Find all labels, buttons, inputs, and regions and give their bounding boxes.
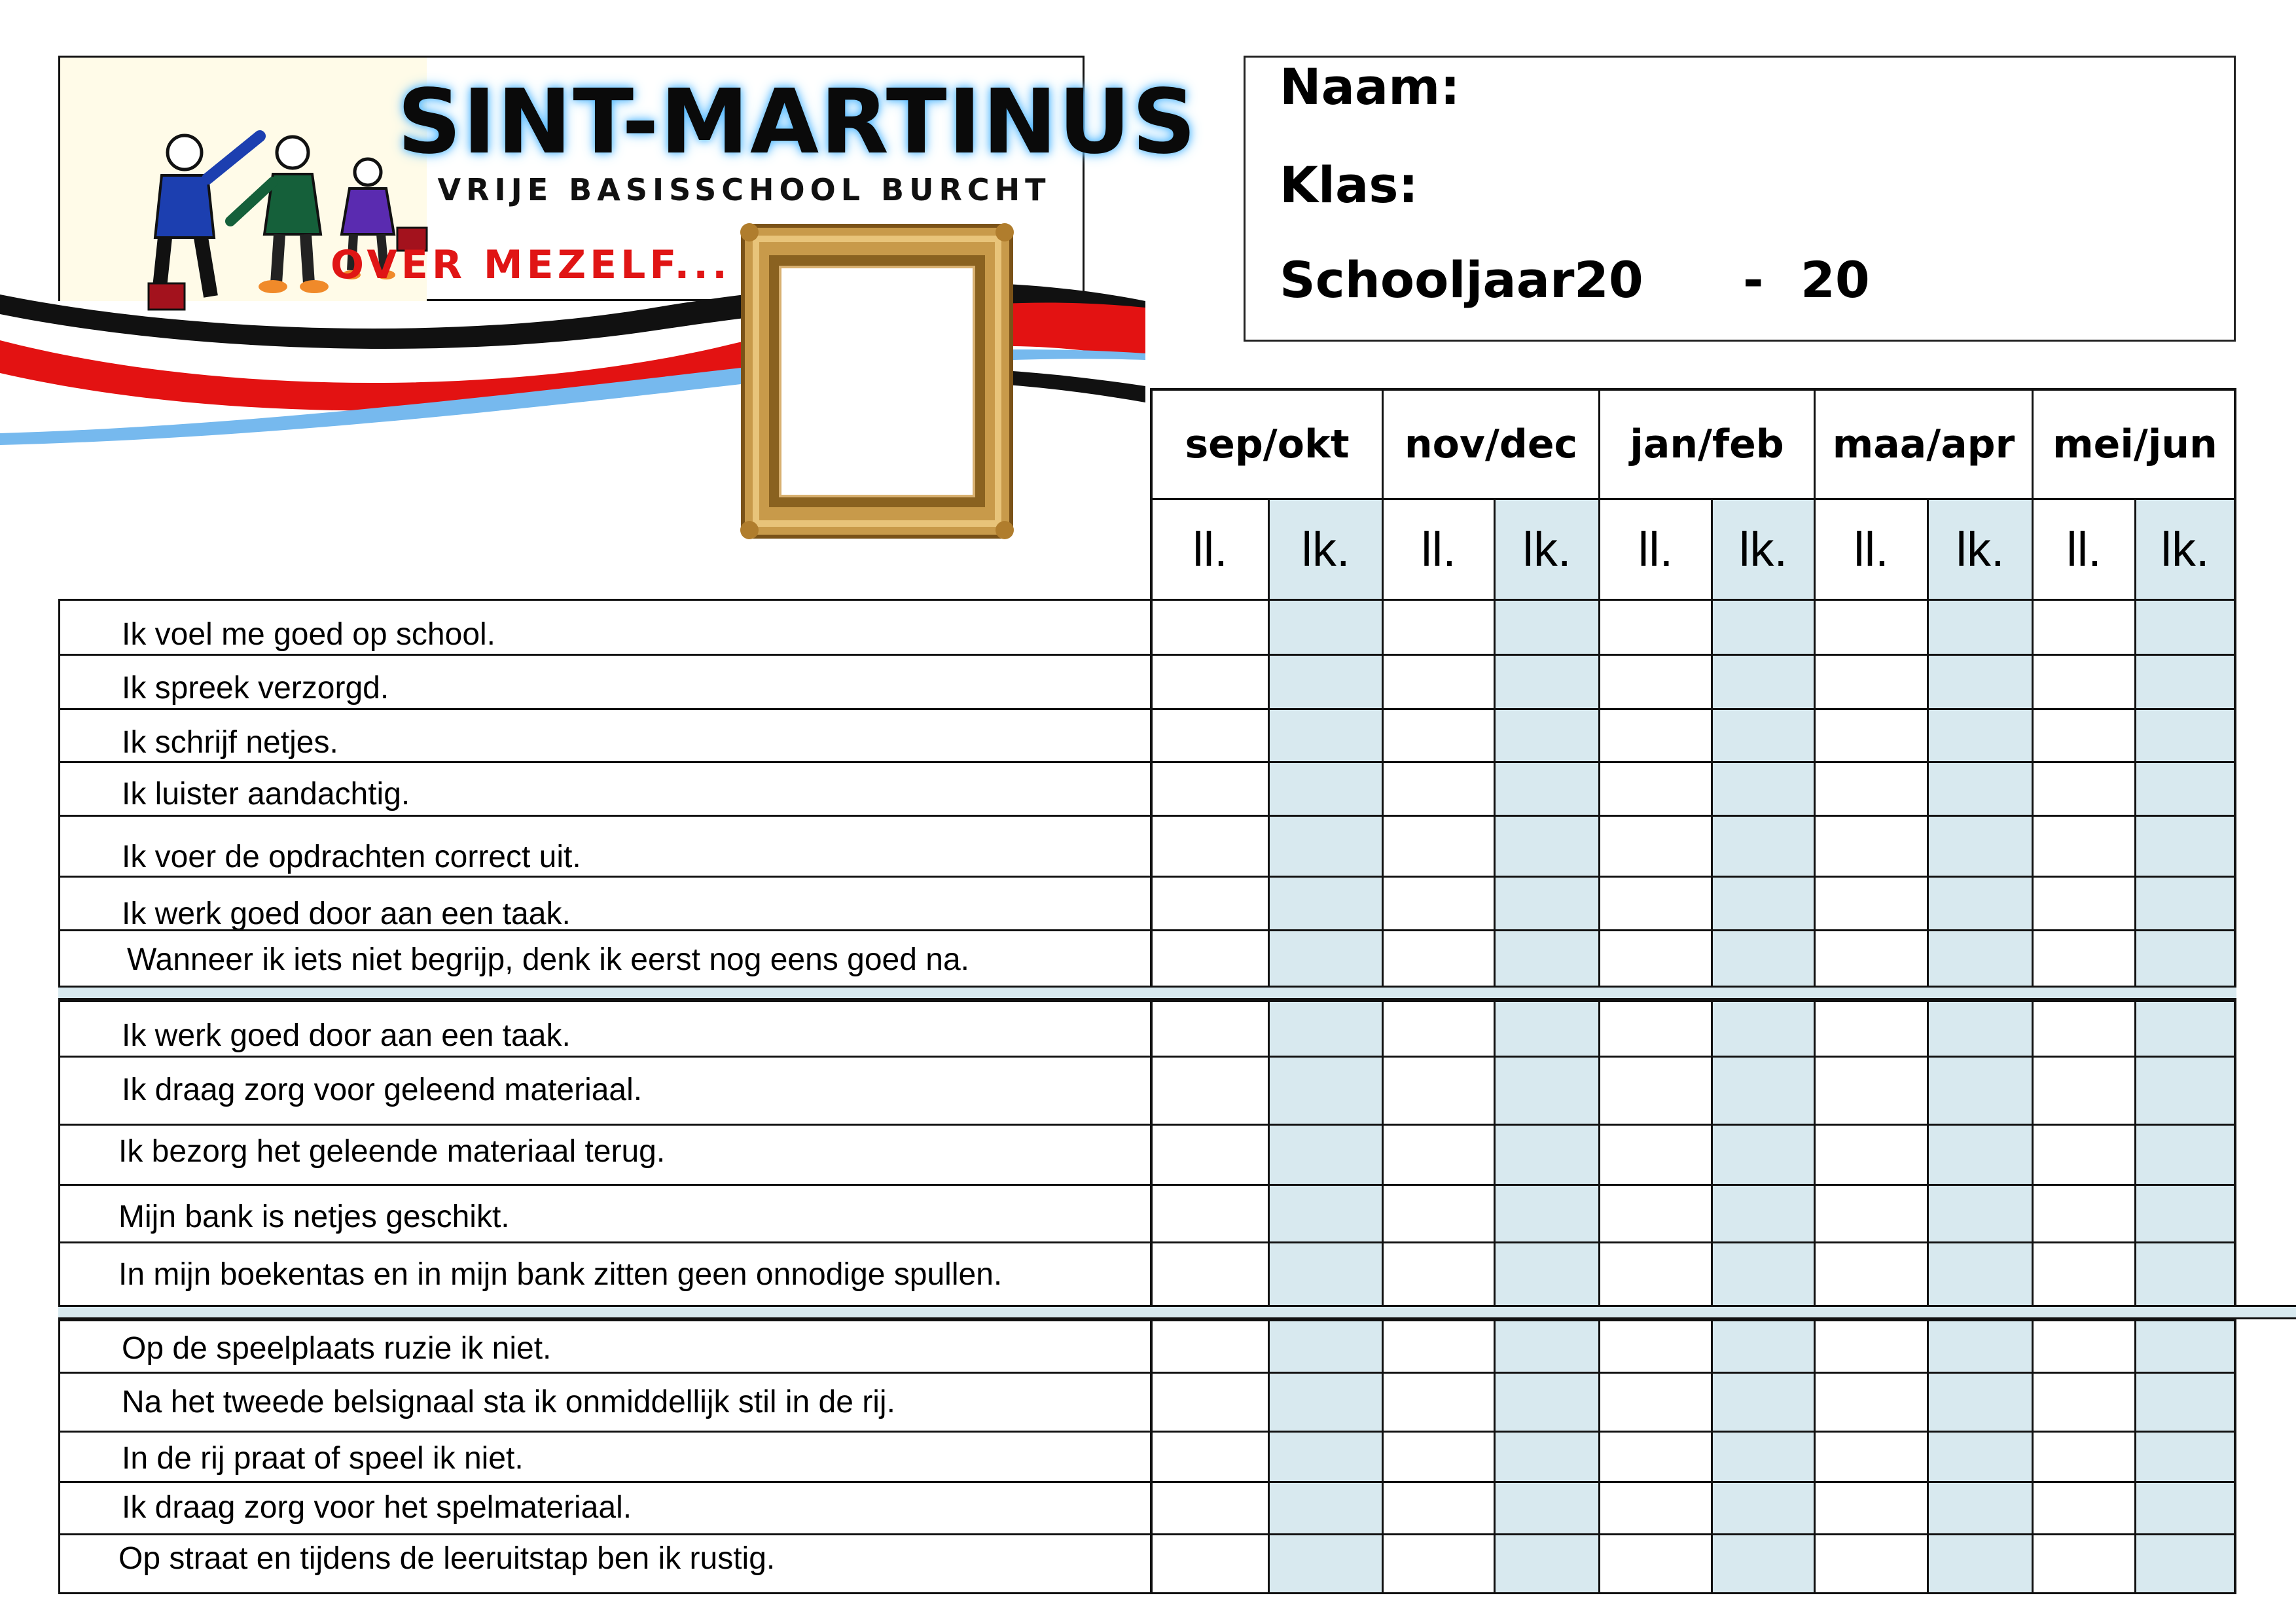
school-year-end: 20 xyxy=(1801,251,1870,309)
statement-text: Ik werk goed door aan een taak. xyxy=(122,1018,571,1053)
period-header-maa-apr: maa/apr xyxy=(1816,391,2034,498)
statement-text: Ik voel me goed op school. xyxy=(122,617,496,652)
statement-text: Ik luister aandachtig. xyxy=(122,777,410,812)
statement-text: Ik voer de opdrachten correct uit. xyxy=(122,840,581,874)
table-row xyxy=(58,761,2236,815)
table-row xyxy=(58,708,2236,761)
table-row xyxy=(58,1241,2236,1302)
statement-text: Ik bezorg het geleende materiaal terug. xyxy=(118,1134,666,1169)
table-row xyxy=(58,1000,2236,1056)
statement-text: Mijn bank is netjes geschikt. xyxy=(118,1200,510,1234)
table-row xyxy=(58,929,2236,986)
table-bottom-border xyxy=(58,1592,2236,1594)
column-label: ll. xyxy=(1421,522,1456,577)
table-row xyxy=(58,599,2236,654)
table-row xyxy=(58,1533,2236,1592)
class-label: Klas: xyxy=(1280,156,1418,214)
table-row xyxy=(58,815,2236,876)
name-label: Naam: xyxy=(1280,58,1460,116)
statement-text: In mijn boekentas en in mijn bank zitten geen onnodige spullen. xyxy=(118,1257,1003,1292)
statement-text: Op de speelplaats ruzie ik niet. xyxy=(122,1331,552,1366)
section-separator xyxy=(58,1305,2296,1319)
school-year-start: 20 xyxy=(1574,251,1643,309)
statement-text: Ik werk goed door aan een taak. xyxy=(122,897,571,931)
table-row xyxy=(58,1124,2236,1184)
table-row xyxy=(58,876,2236,929)
column-label: lk. xyxy=(1739,522,1787,577)
statement-text: Wanneer ik iets niet begrijp, denk ik eerst nog eens goed na. xyxy=(127,942,969,977)
statement-text: Na het tweede belsignaal sta ik onmiddellijk stil in de rij. xyxy=(122,1385,895,1419)
school-name: SINT-MARTINUS xyxy=(397,71,1198,174)
table-row xyxy=(58,1184,2236,1241)
statement-text: Ik draag zorg voor geleend materiaal. xyxy=(122,1073,643,1107)
document-title: OVER MEZELF... xyxy=(331,242,731,288)
column-label: lk. xyxy=(1956,522,2005,577)
period-header-sep-okt: sep/okt xyxy=(1153,391,1384,498)
column-label: ll. xyxy=(2066,522,2102,577)
table-row xyxy=(58,1319,2236,1372)
statement-text: In de rij praat of speel ik niet. xyxy=(122,1441,524,1476)
column-label: ll. xyxy=(1638,522,1674,577)
statement-text: Ik schrijf netjes. xyxy=(122,725,338,760)
column-label: lk. xyxy=(2161,522,2210,577)
school-year-dash: - xyxy=(1743,251,1764,309)
school-subtitle: VRIJE BASISSCHOOL BURCHT xyxy=(437,172,1051,207)
period-header-mei-jun: mei/jun xyxy=(2053,421,2217,467)
statement-text: Ik draag zorg voor het spelmateriaal. xyxy=(122,1490,632,1525)
table-row xyxy=(58,1372,2236,1431)
period-header-nov-dec: nov/dec xyxy=(1384,391,1600,498)
column-label: lk. xyxy=(1301,522,1350,577)
table-row xyxy=(58,1481,2236,1533)
student-info-box xyxy=(1244,56,2236,342)
column-label: ll. xyxy=(1854,522,1889,577)
table-row xyxy=(58,1431,2236,1481)
statement-text: Ik spreek verzorgd. xyxy=(122,671,389,705)
section-separator xyxy=(58,986,2236,1000)
portrait-frame-icon xyxy=(740,223,1014,540)
table-row xyxy=(58,654,2236,708)
period-header-jan-feb: jan/feb xyxy=(1600,391,1816,498)
column-label: lk. xyxy=(1522,522,1571,577)
statement-text: Op straat en tijdens de leeruitstap ben ik rustig. xyxy=(118,1541,776,1576)
table-row xyxy=(58,1056,2236,1124)
column-label: ll. xyxy=(1193,522,1228,577)
school-year-label: Schooljaar xyxy=(1280,251,1575,309)
